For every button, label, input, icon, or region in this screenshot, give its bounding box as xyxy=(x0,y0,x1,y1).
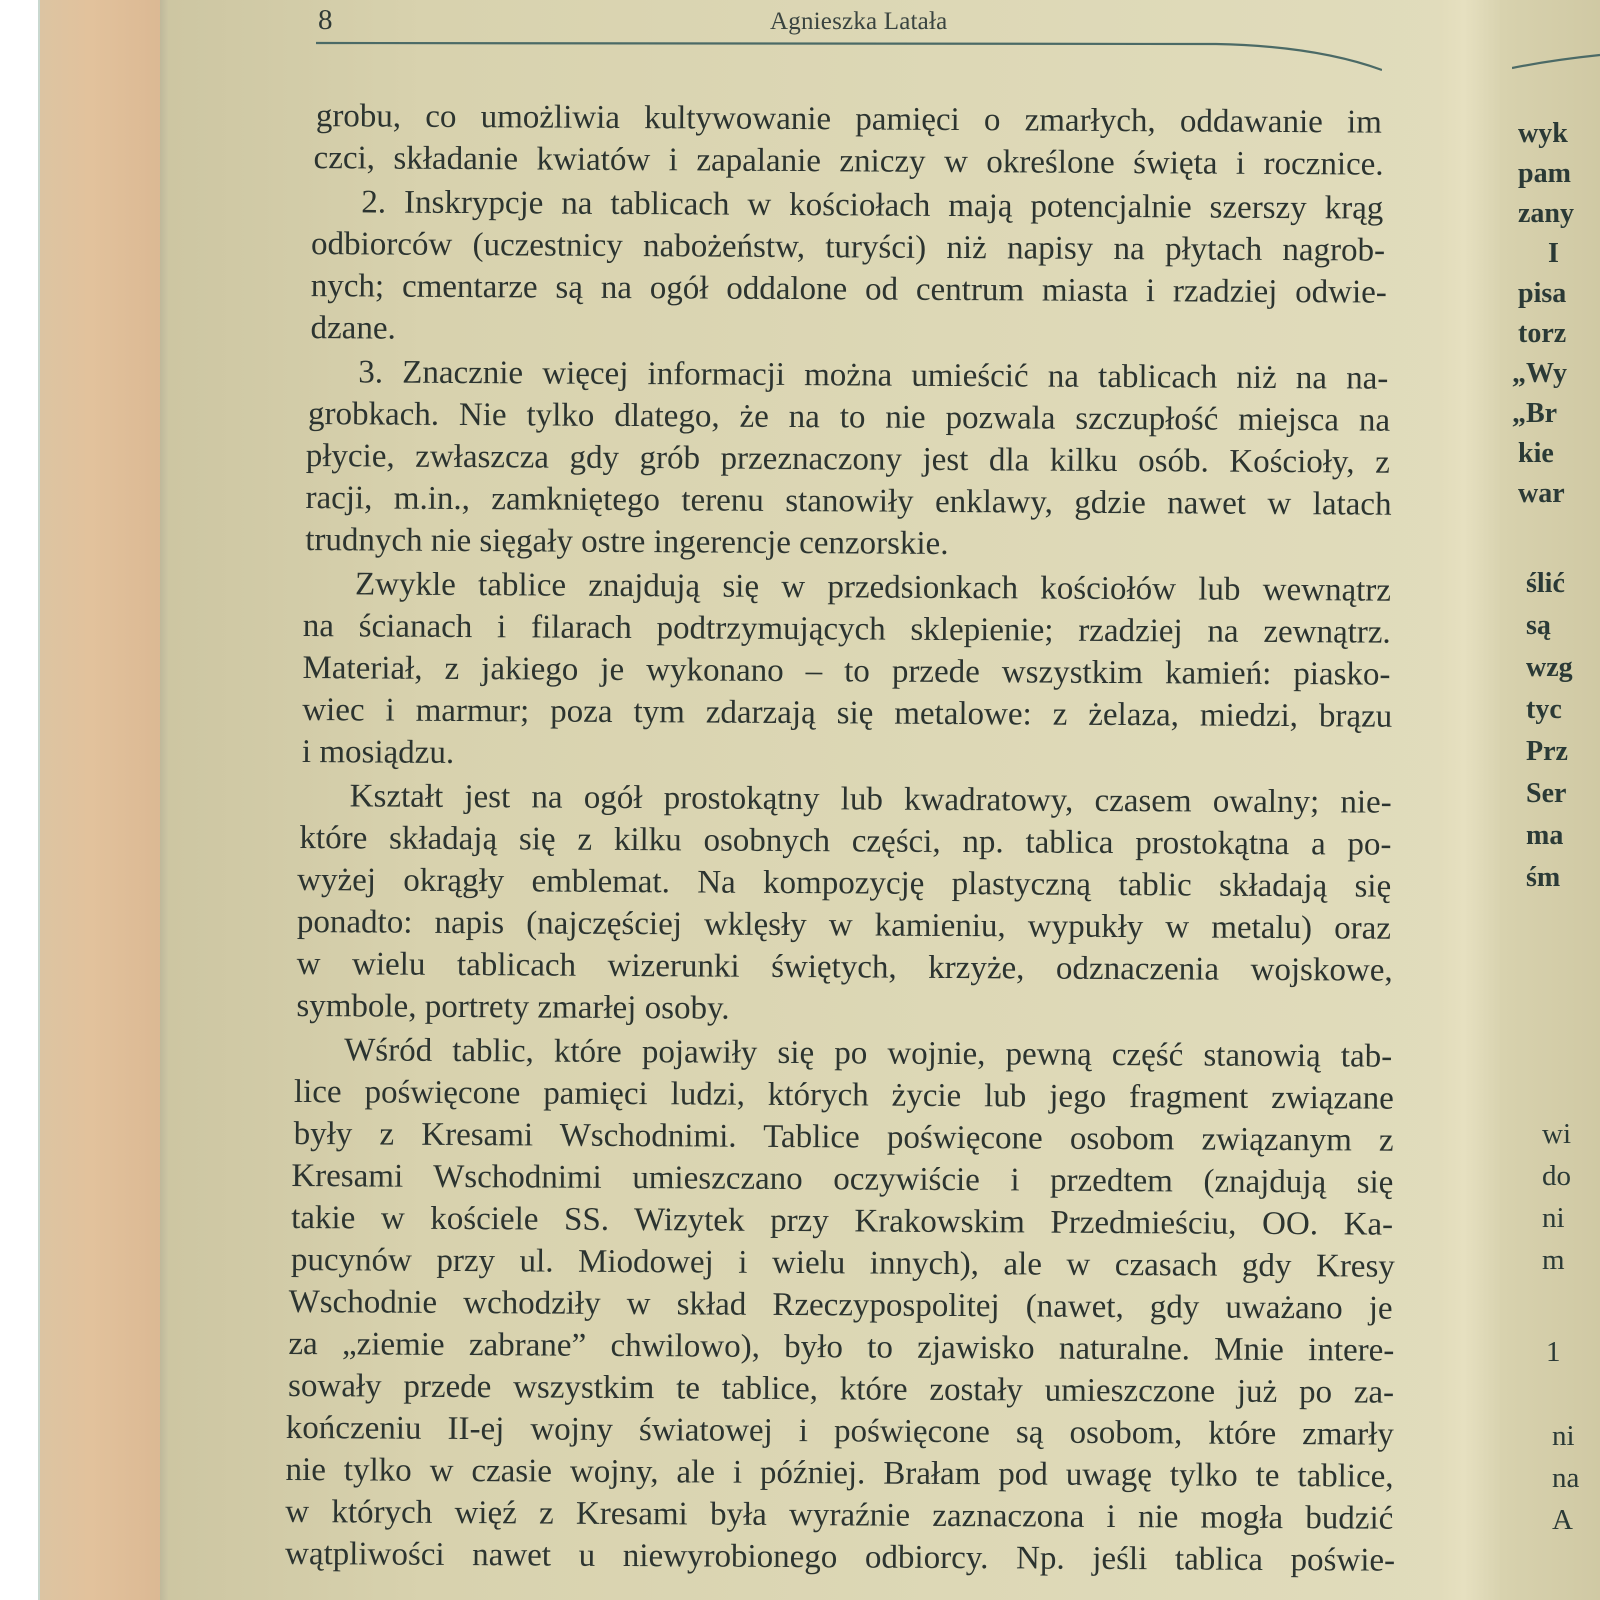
text-line: ponadto: napis (najczęściej wklęsły w kamieniu, wypukły w metalu) oraz xyxy=(296,903,1392,947)
right-page-fragment: 1 xyxy=(1546,1336,1561,1368)
text-line: racji, m.in., zamkniętego terenu stanowiły enklawy, gdzie nawet w latach xyxy=(305,480,1392,523)
right-page-fragment: śm xyxy=(1526,862,1561,893)
running-title: Agnieszka Latała xyxy=(770,8,948,35)
text-line: w wielu tablicach wizerunki świętych, krzyże, odznaczenia wojskowe, xyxy=(296,945,1393,989)
right-page-fragment: zany xyxy=(1518,198,1574,229)
text-line: na ścianach i filarach podtrzymujących sklepienie; rzadziej na zewnątrz. xyxy=(302,608,1391,651)
right-page-fragment: do xyxy=(1542,1160,1571,1192)
text-line: 3. Znacznie więcej informacji można umieścić na tablicach niż na na- xyxy=(358,354,1389,397)
text-line: za „ziemie zabrane” chwilowo), było to zjawisko naturalne. Mnie intere- xyxy=(288,1325,1395,1369)
text-line: lice poświęcone pamięci ludzi, których życie lub jego fragment związane xyxy=(293,1073,1395,1117)
text-line: wiec i marmur; poza tym zdarzają się metalowe: z żelaza, miedzi, brązu xyxy=(302,692,1393,735)
text-line: sowały przede wszystkim te tablice, które zostały umieszczone już po za- xyxy=(288,1367,1395,1411)
text-line: nie tylko w czasie wojny, ale i później. Brałam pod uwagę tylko te tablice, xyxy=(285,1451,1394,1495)
text-line: 2. Inskrypcje na tablicach w kościołach mają potencjalnie szerszy krąg xyxy=(361,184,1384,227)
right-page-fragment: pisa xyxy=(1518,278,1567,309)
text-line: Zwykle tablice znajdują się w przedsionkach kościołów lub wewnątrz xyxy=(354,566,1392,609)
right-page-fragment: war xyxy=(1518,478,1565,509)
text-line: płycie, zwłaszcza gdy grób przeznaczony jest dla kilku osób. Kościoły, z xyxy=(305,438,1390,481)
right-page-fragment: torz xyxy=(1518,318,1567,349)
text-line: były z Kresami Wschodnimi. Tablice poświęcone osobom związanym z xyxy=(293,1115,1394,1159)
text-line: symbole, portrety zmarłej osoby. xyxy=(296,987,730,1027)
right-page-fragment: m xyxy=(1542,1244,1565,1276)
right-page-fragment: ma xyxy=(1526,820,1564,851)
right-page-fragment: wyk xyxy=(1518,118,1568,149)
right-page-fragment: na xyxy=(1552,1462,1580,1494)
right-page-fragment: są xyxy=(1526,610,1551,641)
text-line: takie w kościele SS. Wizytek przy Krakowskim Przedmieściu, OO. Ka- xyxy=(291,1199,1394,1243)
right-page-fragment: Prz xyxy=(1526,736,1568,767)
text-line: wątpliwości nawet u niewyrobionego odbiorcy. Np. jeśli tablica poświe- xyxy=(284,1535,1396,1579)
right-page-fragment: ślić xyxy=(1526,568,1565,599)
header-rule xyxy=(316,40,1382,76)
text-line: wyżej okrągły emblemat. Na kompozycję plastyczną tablic składają się xyxy=(297,861,1392,905)
text-line: Kształt jest na ogół prostokątny lub kwadratowy, czasem owalny; nie- xyxy=(349,778,1392,821)
text-line: grobkach. Nie tylko dlatego, że na to nie pozwala szczupłość miejsca na xyxy=(307,396,1391,439)
book-spine xyxy=(1440,0,1500,1600)
text-line: Wśród tablic, które pojawiły się po wojnie, pewną część stanowią tab- xyxy=(344,1032,1393,1075)
text-line: grobu, co umożliwia kultywowanie pamięci o zmarłych, oddawanie im xyxy=(315,98,1382,141)
text-line: dzane. xyxy=(310,310,396,347)
text-line: Kresami Wschodnimi umieszczano oczywiście i przedtem (znajdują się xyxy=(291,1157,1394,1201)
right-page-fragment: kie xyxy=(1518,438,1554,469)
right-page-fragment: ni xyxy=(1552,1420,1575,1452)
right-page-fragment: pam xyxy=(1518,158,1571,189)
background-margin xyxy=(0,0,38,1600)
text-line: nych; cmentarze są na ogół oddalone od centrum miasta i rzadziej odwie- xyxy=(310,268,1387,311)
text-line: czci, składanie kwiatów i zapalanie zniczy w określone święta i rocznice. xyxy=(313,140,1384,183)
right-page-fragment: wzg xyxy=(1526,652,1573,683)
text-line: pucynów przy ul. Miodowej i wielu innych), ale w czasach gdy Kresy xyxy=(290,1241,1395,1285)
right-page-fragment: tyc xyxy=(1526,694,1562,725)
text-line: kończeniu II-ej wojny światowej i poświęcone są osobom, które zmarły xyxy=(285,1409,1394,1453)
text-line: odbiorców (uczestnicy nabożeństw, turyści) niż napisy na płytach nagrob- xyxy=(310,226,1386,269)
text-line: Materiał, z jakiego je wykonano – to przede wszystkim kamień: piasko- xyxy=(302,650,1391,693)
page-number: 8 xyxy=(318,4,333,36)
text-line: które składają się z kilku osobnych części, np. tablica prostokątna a po- xyxy=(299,820,1392,863)
page-edges xyxy=(38,0,165,1600)
right-page-fragment: wi xyxy=(1542,1118,1571,1150)
text-line: Wschodnie wchodziły w skład Rzeczypospolitej (nawet, gdy uważano je xyxy=(288,1283,1393,1327)
right-page-fragment: I xyxy=(1548,238,1559,269)
right-page-fragment: ni xyxy=(1542,1202,1565,1234)
right-page-header-rule xyxy=(1512,40,1600,76)
right-page-fragment: „Wy xyxy=(1512,358,1567,389)
right-page-fragment: Ser xyxy=(1526,778,1567,809)
right-page-fragment: „Br xyxy=(1512,398,1558,429)
text-line: trudnych nie sięgały ostre ingerencje cenzorskie. xyxy=(305,522,949,562)
text-line: w których więź z Kresami była wyraźnie zaznaczona i nie mogła budzić xyxy=(285,1493,1394,1537)
right-page-fragment: A xyxy=(1552,1504,1573,1536)
text-line: i mosiądzu. xyxy=(301,734,455,771)
